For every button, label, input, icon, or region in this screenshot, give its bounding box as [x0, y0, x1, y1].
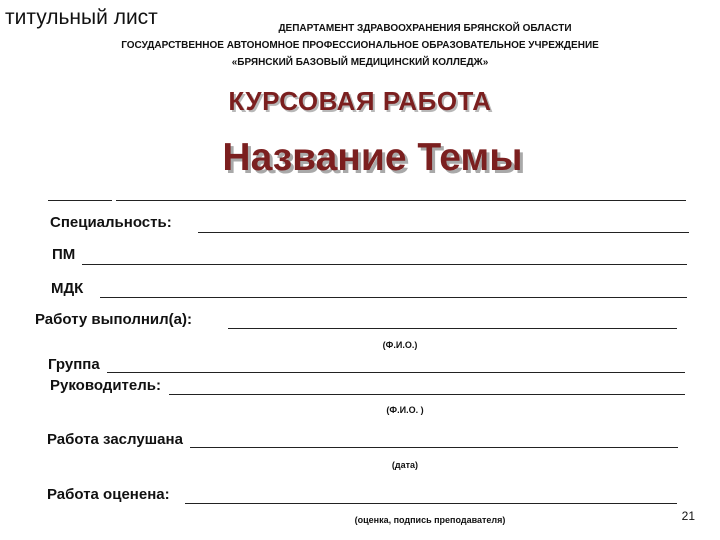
page-number: 21	[681, 509, 695, 523]
supervisor-line[interactable]	[169, 394, 685, 395]
header-department: ДЕПАРТАМЕНТ ЗДРАВООХРАНЕНИЯ БРЯНСКОЙ ОБЛАСТИ	[278, 23, 572, 34]
graded-label: Работа оценена:	[47, 486, 170, 503]
header-institution: ГОСУДАРСТВЕННОЕ АВТОНОМНОЕ ПРОФЕССИОНАЛЬНОЕ ОБРАЗОВАТЕЛЬНОЕ УЧРЕЖДЕНИЕ	[121, 40, 599, 51]
heard-hint: (дата)	[391, 460, 419, 470]
graded-line[interactable]	[185, 503, 677, 504]
group-label: Группа	[48, 356, 100, 373]
pm-label: ПМ	[52, 246, 76, 263]
heard-label: Работа заслушана	[47, 431, 183, 448]
graded-hint: (оценка, подпись преподавателя)	[354, 515, 506, 525]
topic-underline	[116, 200, 686, 201]
topic-title: Название Темы	[222, 136, 523, 179]
mdk-line[interactable]	[100, 297, 687, 298]
pm-line[interactable]	[82, 264, 687, 265]
performed-by-label: Работу выполнил(а):	[35, 311, 192, 328]
specialty-line[interactable]	[198, 232, 689, 233]
supervisor-label: Руководитель:	[50, 377, 161, 394]
mdk-label: МДК	[51, 280, 84, 297]
group-line[interactable]	[107, 372, 685, 373]
performed-by-hint: (Ф.И.О.)	[382, 340, 418, 350]
header-college: «БРЯНСКИЙ БАЗОВЫЙ МЕДИЦИНСКИЙ КОЛЛЕДЖ»	[231, 57, 489, 68]
topic-underline-short	[48, 200, 112, 201]
heard-line[interactable]	[190, 447, 678, 448]
specialty-label: Специальность:	[50, 214, 172, 231]
performed-by-line[interactable]	[228, 328, 677, 329]
slide-label: титульный лист	[5, 6, 158, 29]
document-type-title: КУРСОВАЯ РАБОТА	[228, 86, 492, 116]
supervisor-hint: (Ф.И.О. )	[386, 405, 424, 415]
